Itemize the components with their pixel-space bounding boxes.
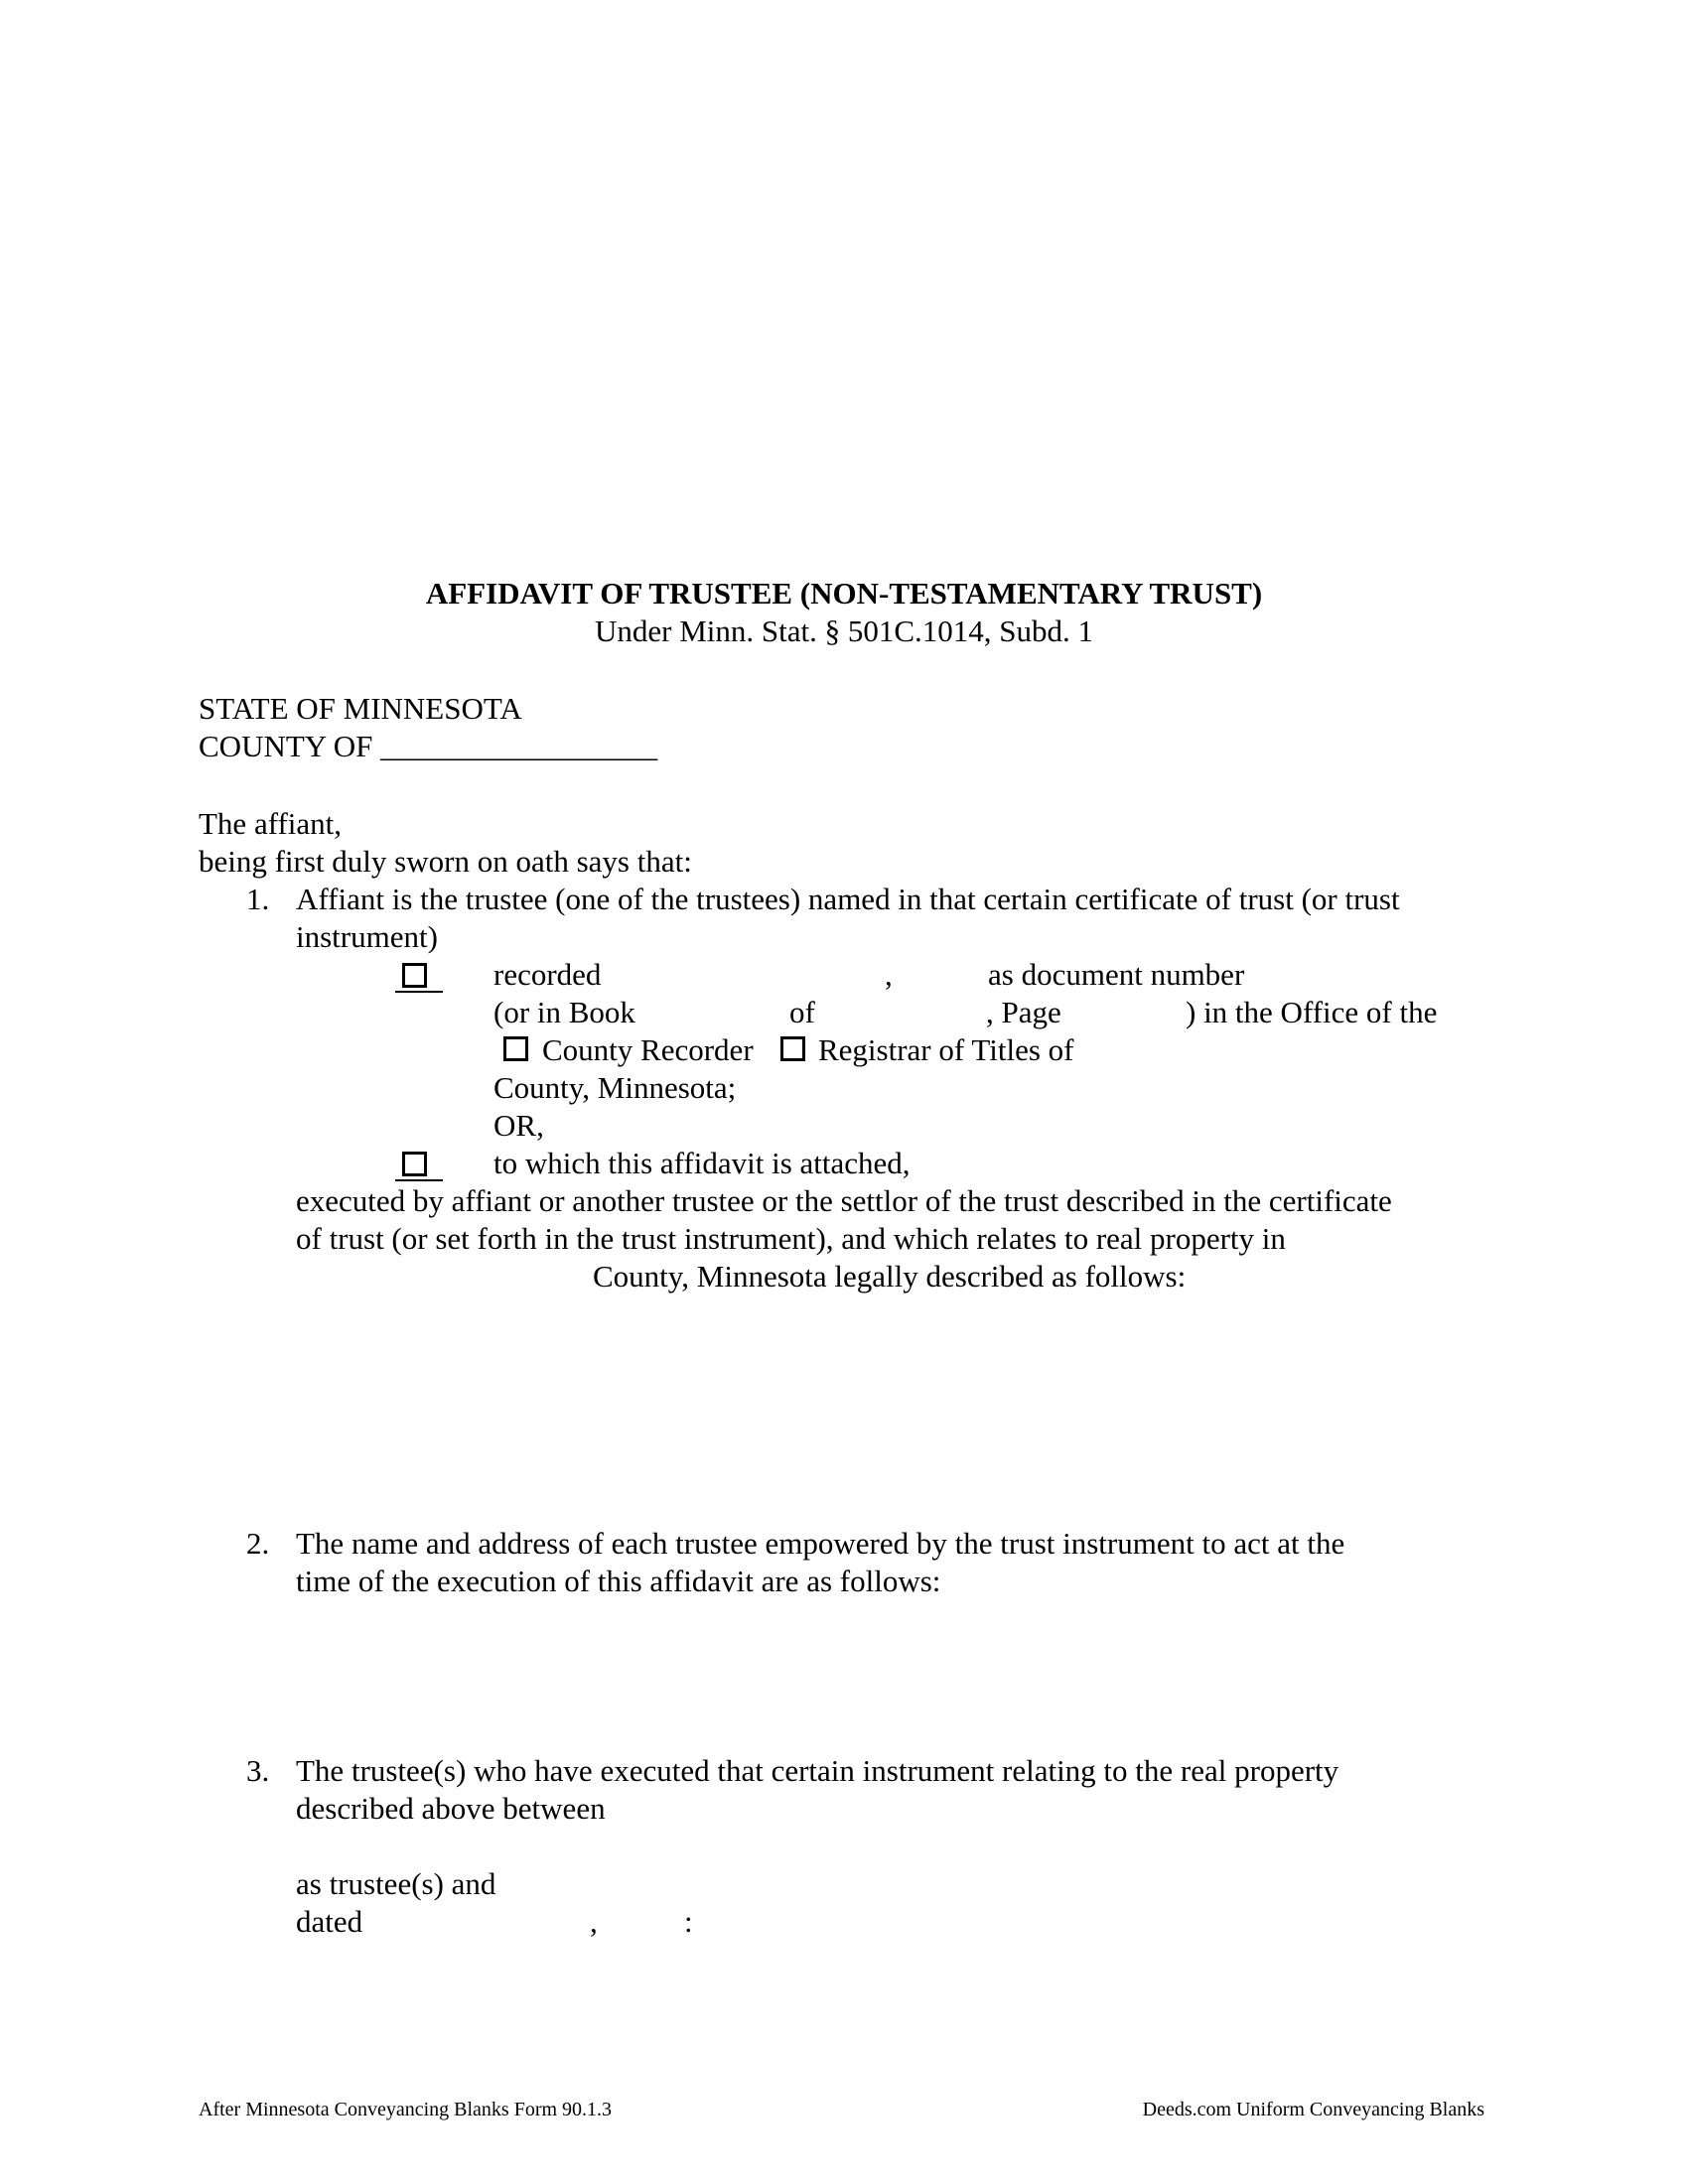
item2-number: 2. [246,1526,270,1561]
page-label: , Page [986,995,1061,1029]
item3-number: 3. [246,1753,270,1788]
item2-line1: The name and address of each trustee empowered by the trust instrument to act at the [296,1526,1345,1561]
attached-label: to which this affidavit is attached, [493,1146,911,1180]
recorded-label: recorded [493,957,602,992]
item1-line2: instrument) [296,919,438,954]
document-title: AFFIDAVIT OF TRUSTEE (NON-TESTAMENTARY TRUST) [425,576,1263,611]
item3-line2: described above between [296,1791,606,1826]
registrar-checkbox[interactable] [780,1036,805,1061]
book-label: (or in Book [493,995,635,1029]
venue-state: STATE OF MINNESOTA [199,691,522,726]
attached-checkbox[interactable] [402,1152,427,1176]
document-number-label: as document number [988,957,1245,992]
executed-line2: of trust (or set forth in the trust instrument), and which relates to real property in [296,1221,1286,1256]
dated-comma: , [590,1904,598,1939]
item1-line1: Affiant is the trustee (one of the trustees) named in that certain certificate of trust (or trust [296,882,1400,916]
intro-sworn: being first duly sworn on oath says that: [199,844,692,879]
office-label: ) in the Office of the [1186,995,1438,1029]
attached-checkbox-underline [395,1179,443,1181]
county-recorder-checkbox[interactable] [503,1036,528,1061]
item3-line1: The trustee(s) who have executed that certain instrument relating to the real property [296,1753,1339,1788]
dated-colon: : [684,1904,693,1939]
recorded-comma: , [885,957,893,992]
recorded-checkbox[interactable] [402,963,427,988]
registrar-label: Registrar of Titles of [818,1032,1074,1067]
or-label: OR, [493,1108,544,1143]
dated-label: dated [296,1904,363,1939]
recorded-checkbox-underline [395,991,443,993]
county-minnesota-label: County, Minnesota; [493,1070,737,1105]
item2-line2: time of the execution of this affidavit are as follows: [296,1564,941,1598]
executed-line3: County, Minnesota legally described as follows: [593,1259,1187,1294]
document-subtitle: Under Minn. Stat. § 501C.1014, Subd. 1 [594,614,1094,648]
item1-number: 1. [246,882,270,916]
venue-county: COUNTY OF __________________ [199,729,658,763]
footer-form-reference: After Minnesota Conveyancing Blanks Form 90.1.3 [199,2099,613,2120]
intro-affiant: The affiant, [199,806,343,841]
county-recorder-label: County Recorder [542,1032,754,1067]
book-of-label: of [789,995,815,1029]
footer-publisher: Deeds.com Uniform Conveyancing Blanks [1142,2099,1484,2120]
executed-line1: executed by affiant or another trustee or the settlor of the trust described in the certificate [296,1183,1392,1218]
trustees-and-label: as trustee(s) and [296,1866,496,1901]
